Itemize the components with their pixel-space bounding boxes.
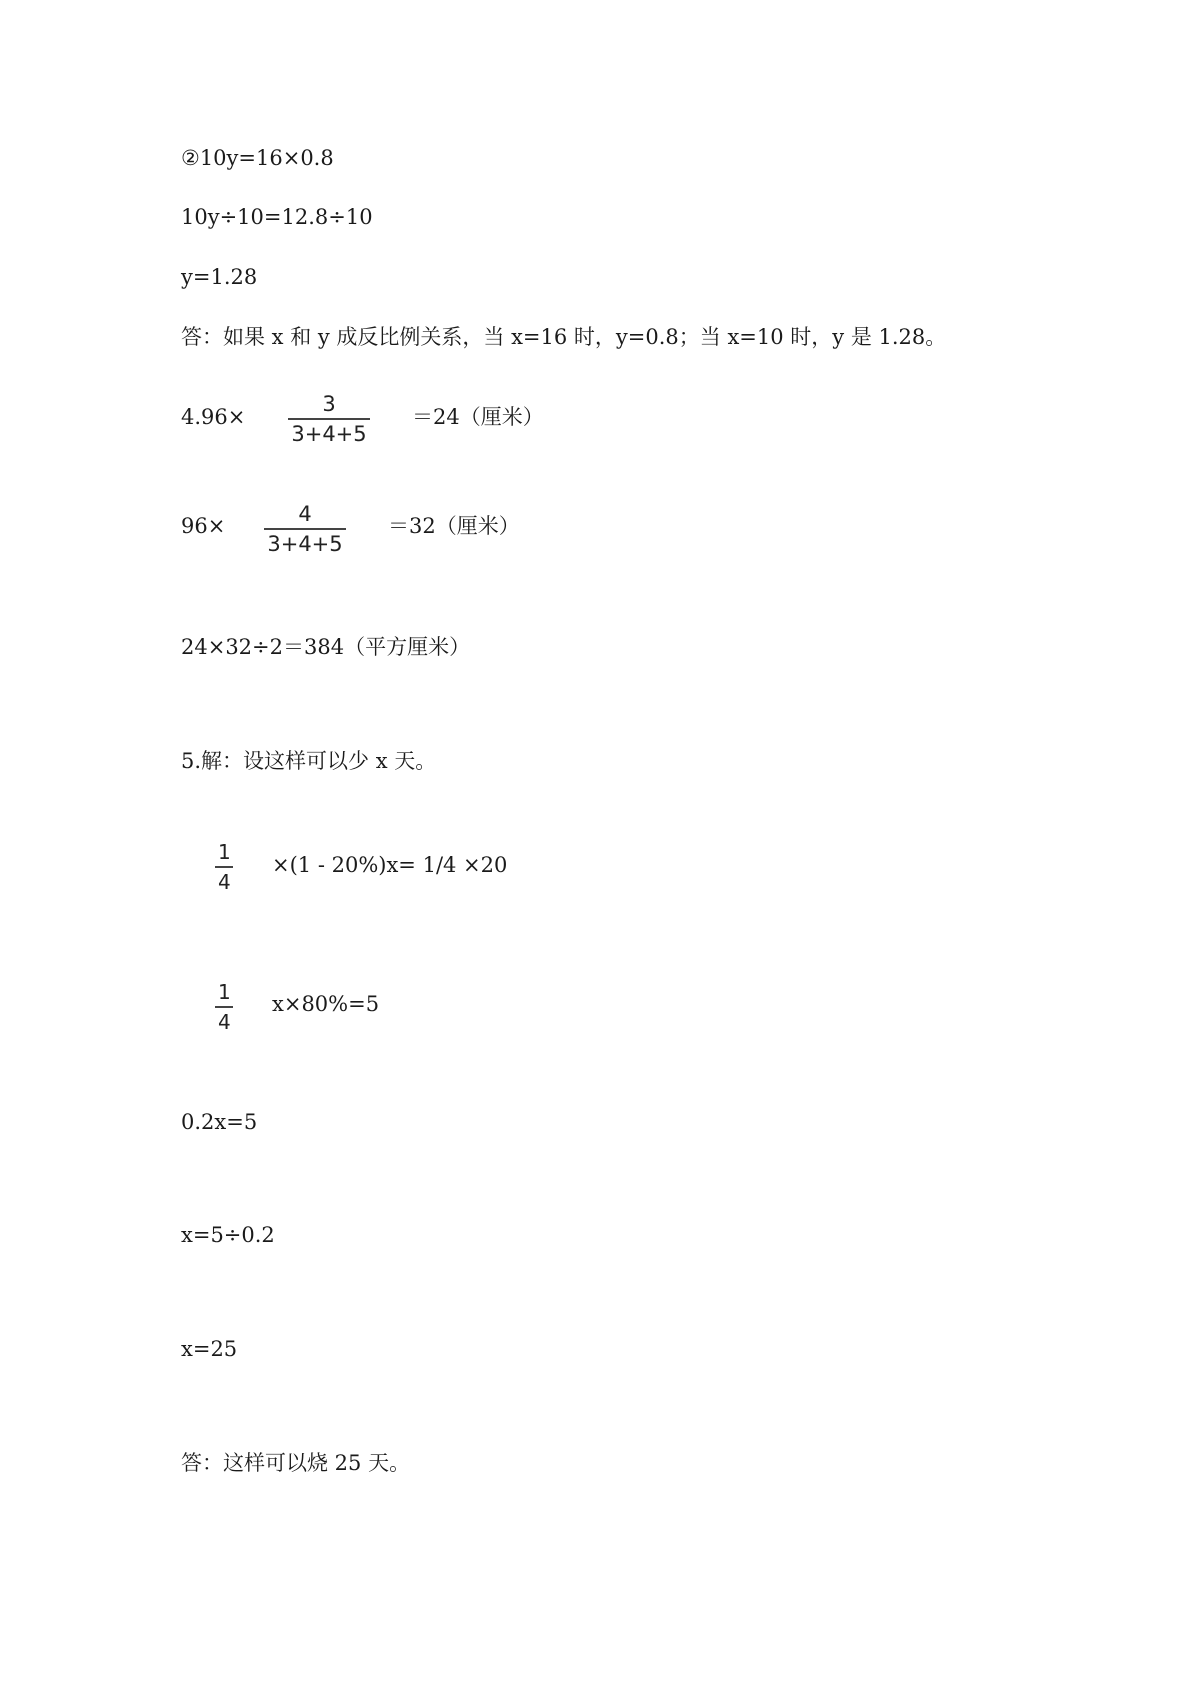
equation-line: y=1.28	[181, 265, 258, 289]
equation-suffix: ×(1 - 20%)x= 1/4 ×20	[272, 853, 508, 877]
fraction	[214, 840, 235, 894]
equation-prefix: 96×	[181, 514, 226, 538]
fraction	[214, 980, 235, 1034]
equation-line: 10y÷10=12.8÷10	[181, 205, 373, 229]
equation-suffix: ＝32（厘米）	[388, 514, 520, 538]
equation-line: x=5÷0.2	[181, 1223, 275, 1247]
equation-line: 24×32÷2＝384（平方厘米）	[181, 635, 471, 659]
fraction-denominator: 3+4+5	[267, 531, 343, 556]
fraction	[264, 502, 346, 556]
answer-line: 答：这样可以烧 25 天。	[181, 1451, 411, 1475]
equation-line: ②10y=16×0.8	[181, 146, 334, 170]
equation-prefix: 4.96×	[181, 405, 246, 429]
fraction-bar	[264, 528, 346, 530]
fraction-denominator: 4	[218, 869, 231, 894]
fraction-numerator: 4	[298, 502, 312, 526]
answer-line: 答：如果 x 和 y 成反比例关系，当 x=16 时，y=0.8；当 x=10 时，y 是 1.28。	[181, 325, 947, 349]
fraction-bar	[215, 1006, 233, 1008]
equation-line: x=25	[181, 1337, 238, 1361]
fraction-numerator: 1	[218, 840, 231, 864]
fraction-denominator: 4	[218, 1009, 231, 1034]
fraction-bar	[215, 866, 233, 868]
fraction-bar	[288, 418, 370, 420]
solution-heading: 5.解：设这样可以少 x 天。	[181, 749, 437, 773]
equation-suffix: ＝24（厘米）	[412, 405, 544, 429]
fraction-numerator: 1	[218, 980, 231, 1004]
equation-suffix: x×80%=5	[272, 992, 380, 1016]
fraction	[288, 392, 370, 446]
fraction-numerator: 3	[322, 392, 336, 416]
fraction-denominator: 3+4+5	[291, 421, 367, 446]
equation-line: 0.2x=5	[181, 1110, 258, 1134]
